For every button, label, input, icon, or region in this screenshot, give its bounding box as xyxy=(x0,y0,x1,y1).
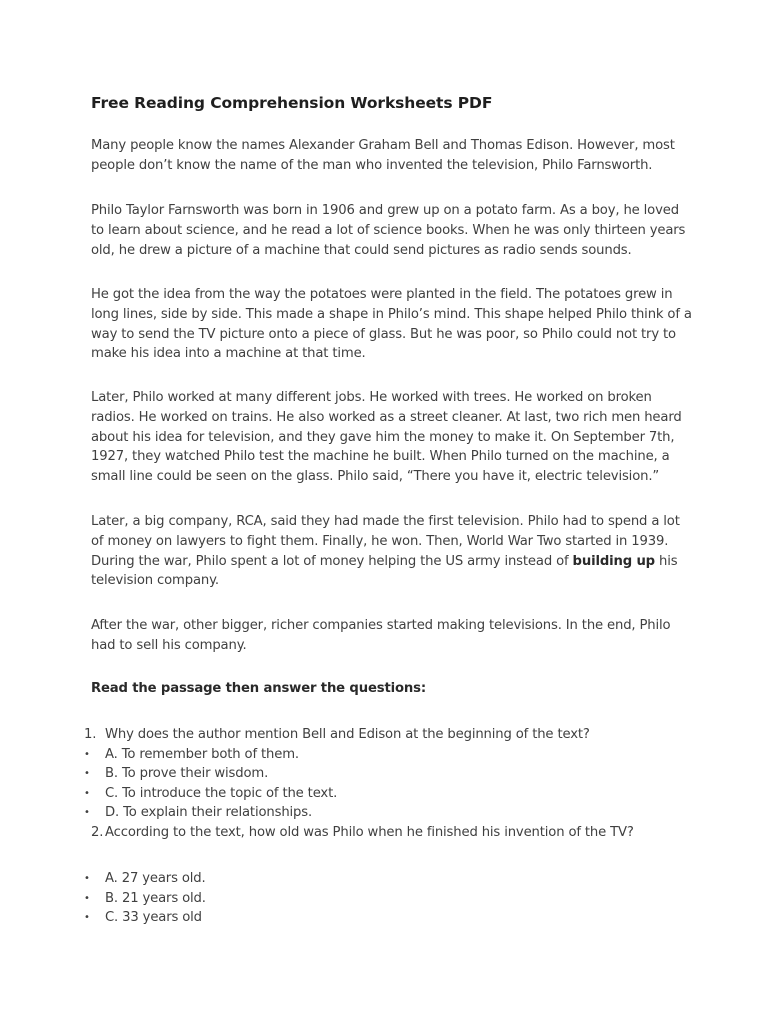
question-text: Why does the author mention Bell and Edison at the beginning of the text? xyxy=(105,727,590,742)
paragraph-line: small line could be seen on the glass. Philo said, “There you have it, electric television.” xyxy=(91,469,660,485)
paragraph-line: make his idea into a machine at that time. xyxy=(91,346,366,362)
paragraph-line: 1927, they watched Philo test the machine he built. When Philo turned on the machine, a xyxy=(91,449,670,465)
option-text: D. To explain their relationships. xyxy=(105,805,313,820)
paragraph-line: Philo Taylor Farnsworth was born in 1906 and grew up on a potato farm. As a boy, he loved xyxy=(91,203,679,218)
paragraph-line: radios. He worked on trains. He also worked as a street cleaner. At last, two rich men heard xyxy=(91,409,682,425)
paragraph-2 xyxy=(91,201,691,260)
paragraph-4 xyxy=(91,388,691,487)
option-text: B. To prove their wisdom. xyxy=(105,766,269,781)
paragraph-line: television company. xyxy=(91,573,219,589)
question-number: 1. xyxy=(84,727,97,742)
bullet-icon: • xyxy=(84,749,90,760)
option-text: C. To introduce the topic of the text. xyxy=(105,786,338,801)
bullet-icon: • xyxy=(84,788,90,799)
paragraph-3 xyxy=(91,285,691,364)
paragraph-text: During the war, Philo spent a lot of money helping the US army instead of xyxy=(91,553,573,569)
paragraph-line: Later, a big company, RCA, said they had made the first television. Philo had to spend a lot xyxy=(91,514,680,529)
bullet-icon: • xyxy=(84,768,90,779)
bullet-icon: • xyxy=(84,912,90,923)
paragraph-line: He got the idea from the way the potatoes were planted in the field. The potatoes grew in xyxy=(91,287,673,302)
option-text: B. 21 years old. xyxy=(105,891,206,906)
question-text: According to the text, how old was Philo when he finished his invention of the TV? xyxy=(105,825,634,840)
paragraph-line: long lines, side by side. This made a shape in Philo’s mind. This shape helped Philo think of a xyxy=(91,306,692,322)
paragraph-line: had to sell his company. xyxy=(91,637,247,653)
paragraph-line: Later, Philo worked at many different jobs. He worked with trees. He worked on broken xyxy=(91,390,652,405)
bullet-icon: • xyxy=(84,807,90,818)
paragraph-line: After the war, other bigger, richer companies started making televisions. In the end, Philo xyxy=(91,618,671,633)
option-text: A. To remember both of them. xyxy=(105,747,299,762)
paragraph-line: old, he drew a picture of a machine that could send pictures as radio sends sounds. xyxy=(91,242,632,258)
paragraph-line-mixed xyxy=(91,552,691,572)
paragraph-1 xyxy=(91,136,691,176)
paragraph-line: people don’t know the name of the man who invented the television, Philo Farnsworth. xyxy=(91,157,653,173)
option-text: C. 33 years old xyxy=(105,910,202,925)
bullet-icon: • xyxy=(84,873,90,884)
paragraph-line: Many people know the names Alexander Graham Bell and Thomas Edison. However, most xyxy=(91,138,675,153)
paragraph-line: way to send the TV picture onto a piece of glass. But he was poor, so Philo could not try to xyxy=(91,326,676,342)
emphasized-term: building up xyxy=(572,553,655,569)
paragraph-line: of money on lawyers to fight them. Finally, he won. Then, World War Two started in 1939. xyxy=(91,533,669,549)
paragraph-line: about his idea for television, and they gave him the money to make it. On September 7th, xyxy=(91,429,675,445)
paragraph-text: his xyxy=(654,553,678,569)
questions-prompt: Read the passage then answer the questions: xyxy=(91,681,426,696)
option-text: A. 27 years old. xyxy=(105,871,206,886)
bullet-icon: • xyxy=(84,893,90,904)
question-number: 2. xyxy=(91,825,104,840)
paragraph-line: to learn about science, and he read a lot of science books. When he was only thirteen years xyxy=(91,222,686,238)
page-title: Free Reading Comprehension Worksheets PDF xyxy=(91,94,493,112)
paragraph-6 xyxy=(91,616,691,656)
paragraph-5 xyxy=(91,512,691,591)
